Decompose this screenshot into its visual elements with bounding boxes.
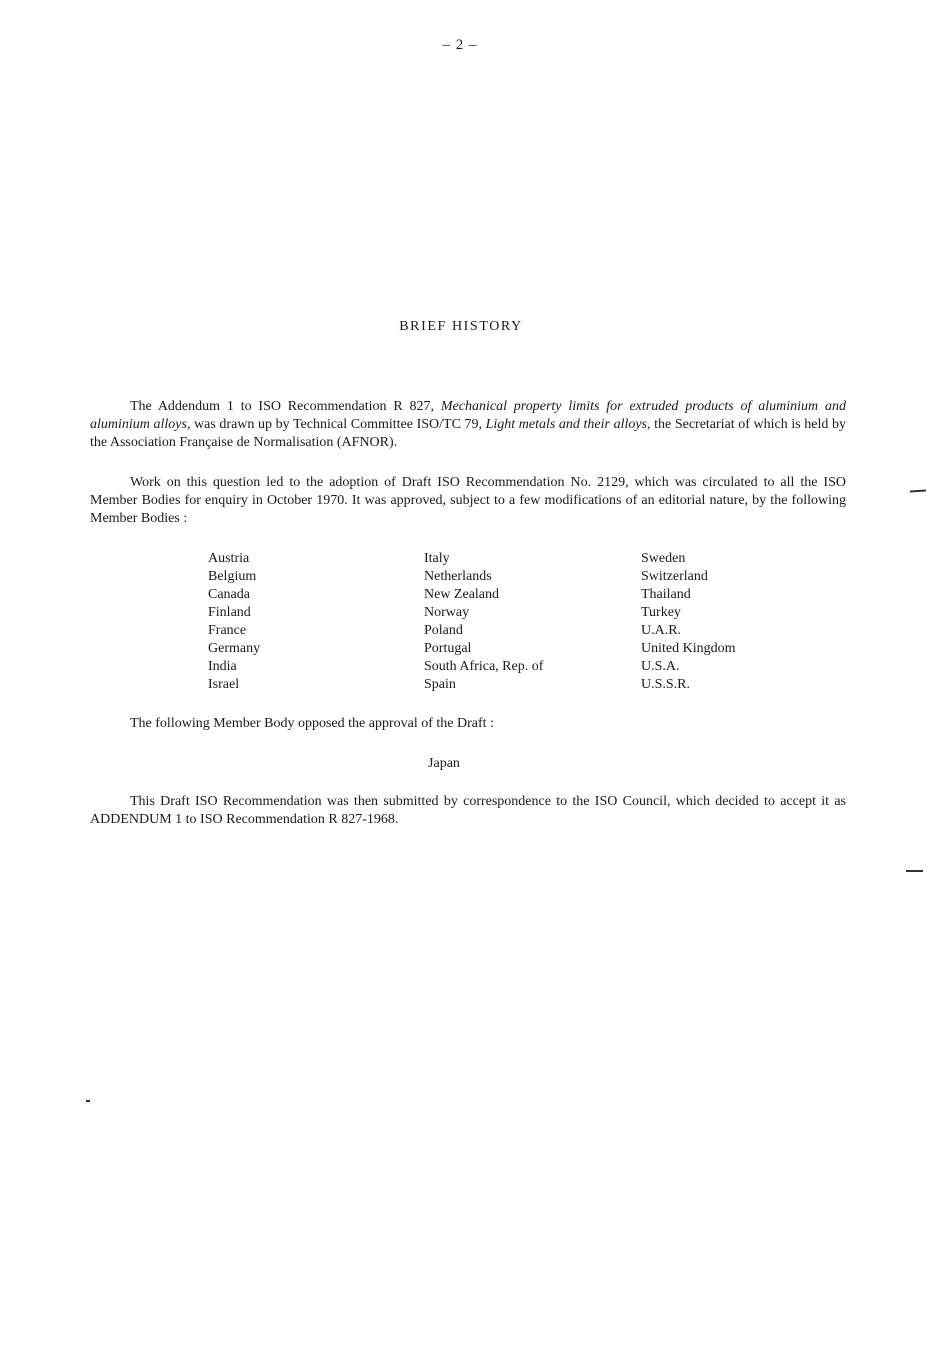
member-body-item: Portugal [424,641,472,656]
member-body-item: United Kingdom [641,641,736,656]
member-body-item: Austria [208,551,250,566]
member-body-item: Spain [424,677,456,692]
member-column-3 [641,550,736,694]
page-title: BRIEF HISTORY [399,319,523,334]
member-body-item: Sweden [641,551,686,566]
scan-mark [906,870,923,872]
paragraph-opposition: The following Member Body opposed the approval of the Draft : [130,716,494,731]
paragraph-1-text-c: , the Secretariat of which is held by the Association Française de Normalisation (AFNOR). [90,417,846,450]
member-body-item: Italy [424,551,450,566]
committee-title: Light metals and their alloys [485,417,648,432]
member-body-item: Norway [424,605,470,620]
scan-mark [910,489,926,492]
member-body-item: U.A.R. [641,623,682,638]
member-body-item: Thailand [641,587,691,602]
member-body-item: Switzerland [641,569,708,584]
opposing-member: Japan [428,756,460,771]
member-body-item: Canada [208,587,250,602]
member-body-item: France [208,623,247,638]
member-body-item: New Zealand [424,587,500,602]
member-body-item: Belgium [208,569,257,584]
member-body-item: U.S.A. [641,659,680,674]
paragraph-council-decision: This Draft ISO Recommendation was then submitted by correspondence to the ISO Council, which decided to accept it as ADDENDUM 1 to ISO Recommendation R 827-1968. [90,794,846,827]
paragraph-adoption: Work on this question led to the adoption of Draft ISO Recommendation No. 2129, which was circulated to all the ISO Member Bodies for enquiry in October 1970. It was approved, subject to a few modifications of an editorial nature, by the following Member Bodies : [90,475,846,526]
paragraph-1-text-a: The Addendum 1 to ISO Recommendation R 827, [130,399,441,414]
paragraph-addendum-origin [90,398,846,452]
page-number: – 2 – [442,37,478,53]
member-column-1 [208,550,260,694]
recommendation-title: Mechanical property limits for extruded products of aluminium and aluminium alloys [90,399,846,432]
member-body-item: Israel [208,677,240,692]
scan-mark [86,1100,90,1102]
paragraph-1-text-b: , was drawn up by Technical Committee ISO/TC 79, [186,417,486,432]
member-body-item: U.S.S.R. [641,677,691,692]
member-body-item: Poland [424,623,463,638]
member-body-item: Germany [208,641,261,656]
member-body-item: Finland [208,605,251,620]
member-body-item: Netherlands [424,569,492,584]
member-bodies-list [208,550,808,700]
member-body-item: South Africa, Rep. of [424,659,544,674]
member-body-item: Turkey [641,605,681,620]
member-body-item: India [208,659,237,674]
member-column-2 [424,550,543,694]
